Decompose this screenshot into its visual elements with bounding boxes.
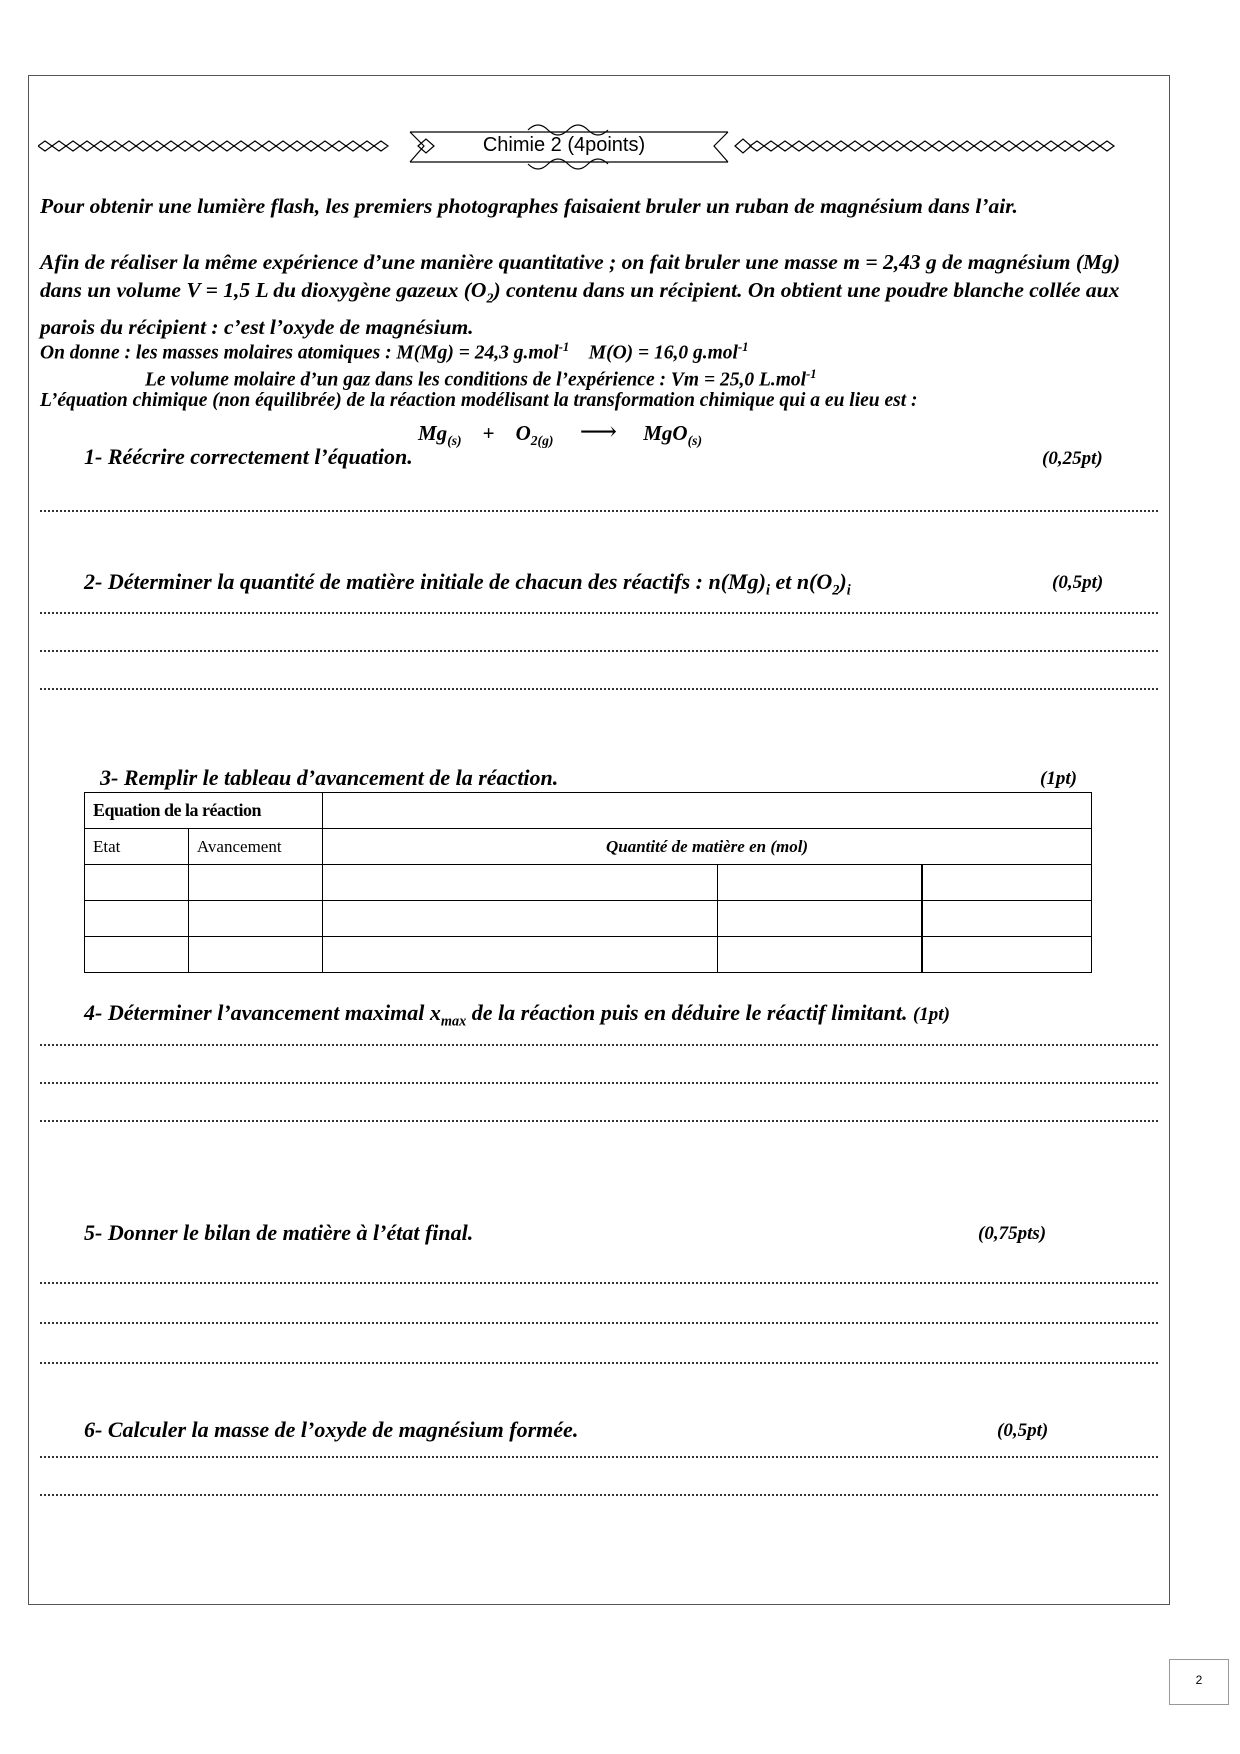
answer-line[interactable]: [40, 1282, 1158, 1284]
table-cell[interactable]: [85, 901, 189, 937]
table-cell[interactable]: [323, 937, 718, 973]
answer-line[interactable]: [40, 1322, 1158, 1324]
molar-masses-line: On donne : les masses molaires atomiques : M(Mg) = 24,3 g.mol$^{-1}$ M(O) = 16,0 g.mol$^{-1}$: [40, 340, 749, 364]
table-cell[interactable]: [323, 901, 718, 937]
reaction-arrow: ⟶: [579, 417, 617, 446]
answer-line[interactable]: [40, 612, 1158, 614]
table-row: [85, 865, 1092, 901]
table-cell[interactable]: [923, 865, 1092, 901]
question-1-points: (0,25pt): [1042, 448, 1103, 469]
table-col-etat: Etat: [85, 829, 189, 865]
question-6: 6- Calculer la masse de l’oxyde de magnésium formée.: [84, 1417, 579, 1442]
question-5-points: (0,75pts): [978, 1223, 1047, 1244]
table-cell[interactable]: [923, 937, 1092, 973]
right-diamond-chain: [735, 139, 1114, 153]
answer-line[interactable]: [40, 1120, 1158, 1122]
advancement-table: [84, 792, 1092, 973]
answer-line[interactable]: [40, 1456, 1158, 1458]
intro-paragraph-2: Afin de réaliser la même expérience d’une manière quantitative ; on fait bruler une masse m = 2,43 g de magnésium (Mg) dans un volume V = 1,5 L du dioxygène gazeux $(O_2)$ contenu dans un récipient. On obtient une poudre blanche collée aux parois du récipient : c’est l’oxyde de magnésium.: [40, 250, 1121, 340]
answer-line[interactable]: [40, 1082, 1158, 1084]
table-col-avancement: Avancement: [188, 829, 322, 865]
equation-intro-line: L’équation chimique (non équilibrée) de la réaction modélisant la transformation chimique qui a eu lieu est :: [40, 390, 918, 411]
table-cell[interactable]: [188, 901, 322, 937]
page-number: 2: [1169, 1659, 1229, 1705]
answer-line[interactable]: [40, 688, 1158, 690]
table-cell[interactable]: [85, 865, 189, 901]
table-cell[interactable]: [717, 865, 922, 901]
question-3-points: (1pt): [1040, 768, 1077, 789]
left-diamond-chain: [38, 139, 434, 153]
intro-paragraph-1: Pour obtenir une lumière flash, les premiers photographes faisaient bruler un ruban de magnésium dans l’air.: [40, 194, 1018, 218]
table-cell[interactable]: [923, 901, 1092, 937]
question-6-points: (0,5pt): [997, 1420, 1049, 1441]
chemical-equation: $Mg_{(s)}$ + $O_{2(g)}$ ⟶ MgO$_{(s)}$: [418, 417, 702, 449]
section-title: Chimie 2 (4points): [482, 134, 646, 156]
table-cell[interactable]: [717, 937, 922, 973]
answer-line[interactable]: [40, 510, 1158, 512]
question-1: 1- Réécrire correctement l’équation.: [84, 444, 413, 469]
question-5: 5- Donner le bilan de matière à l’état final.: [84, 1220, 474, 1245]
question-4: 4- Déterminer l’avancement maximal $x_{max}$ de la réaction puis en déduire le réactif limitant. (1pt): [84, 1000, 950, 1030]
table-cell[interactable]: [717, 901, 922, 937]
question-2-points: (0,5pt): [1052, 572, 1104, 593]
table-cell[interactable]: [323, 865, 718, 901]
question-3: 3- Remplir le tableau d’avancement de la réaction.: [100, 765, 559, 790]
table-cell[interactable]: [85, 937, 189, 973]
answer-line[interactable]: [40, 650, 1158, 652]
table-cell[interactable]: [188, 937, 322, 973]
table-equation-cell[interactable]: [323, 793, 1092, 829]
answer-line[interactable]: [40, 1494, 1158, 1496]
question-2: 2- Déterminer la quantité de matière initiale de chacun des réactifs : $n(Mg)_i$ et $n(O_2)_i$: [84, 569, 851, 599]
answer-line[interactable]: [40, 1044, 1158, 1046]
table-row: [85, 901, 1092, 937]
question-4-points: (1pt): [912, 1004, 950, 1025]
molar-volume-line: Le volume molaire d’un gaz dans les conditions de l’expérience : Vm = 25,0 L.mol$^{-1}$: [145, 367, 817, 391]
table-cell[interactable]: [188, 865, 322, 901]
table-col-quantite: Quantité de matière en (mol): [323, 829, 1092, 865]
table-row: [85, 937, 1092, 973]
answer-line[interactable]: [40, 1362, 1158, 1364]
table-equation-header: Equation de la réaction: [85, 793, 323, 829]
